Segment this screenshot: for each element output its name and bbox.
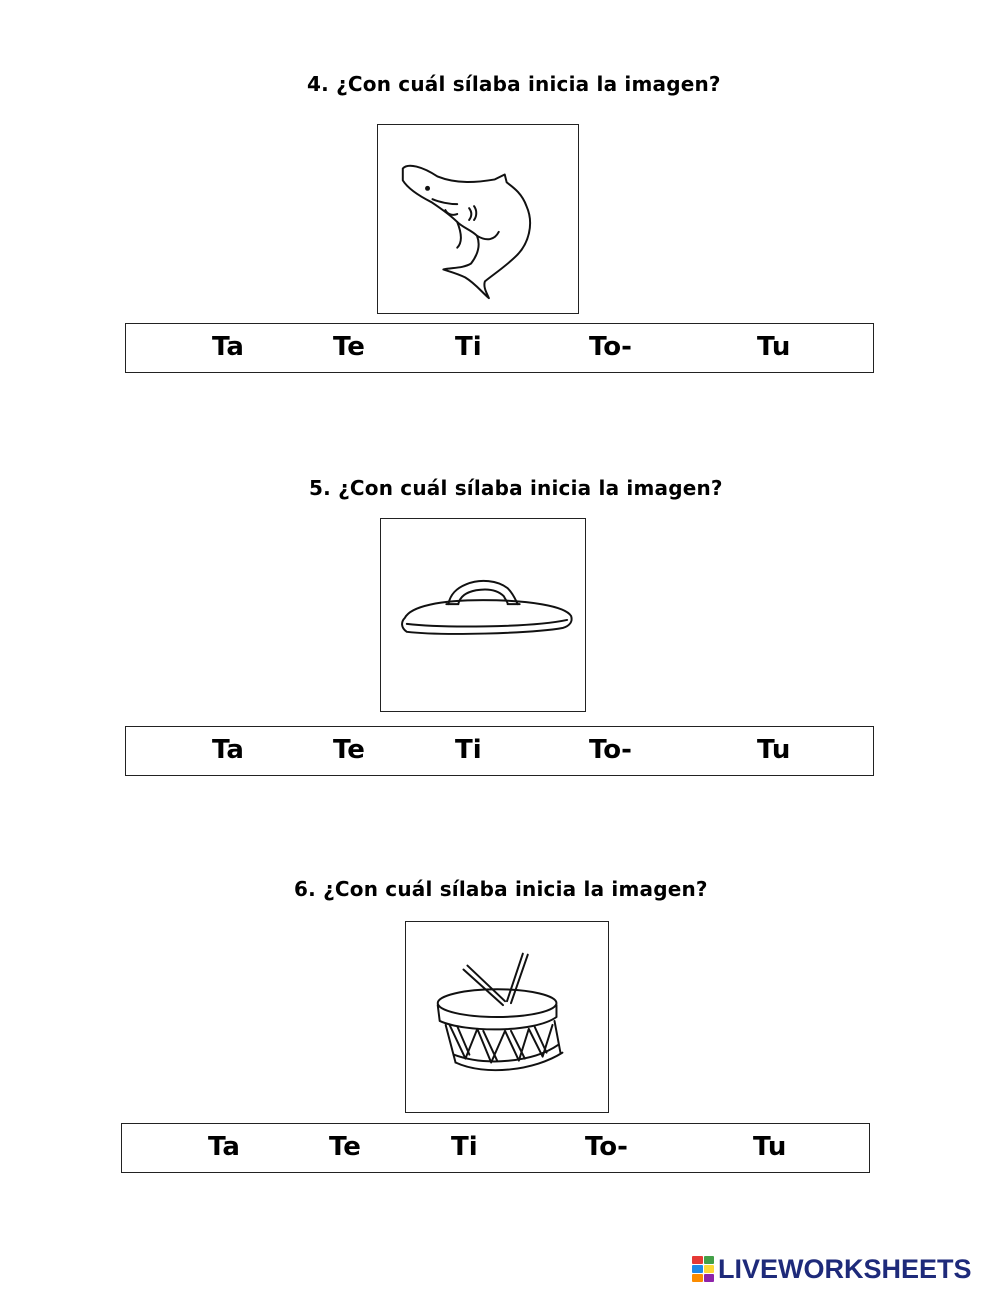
option-tu[interactable]: Tu <box>757 735 791 765</box>
question-4-options <box>125 323 874 373</box>
question-5-options <box>125 726 874 776</box>
question-6-options <box>121 1123 870 1173</box>
brand-name: LIVEWORKSHEETS <box>718 1253 972 1284</box>
option-te[interactable]: Te <box>333 735 365 765</box>
option-ti[interactable]: Ti <box>455 332 482 362</box>
option-ta[interactable]: Ta <box>208 1132 240 1162</box>
option-to[interactable]: To- <box>589 332 632 362</box>
option-to[interactable]: To- <box>589 735 632 765</box>
logo-tile <box>692 1274 703 1282</box>
shark-icon <box>378 125 578 313</box>
option-tu[interactable]: Tu <box>753 1132 787 1162</box>
option-te[interactable]: Te <box>329 1132 361 1162</box>
question-5-text: 5. ¿Con cuál sílaba inicia la imagen? <box>309 476 723 500</box>
option-ti[interactable]: Ti <box>451 1132 478 1162</box>
liveworksheets-logo-icon <box>692 1256 714 1282</box>
option-te[interactable]: Te <box>333 332 365 362</box>
drum-icon <box>406 922 608 1112</box>
option-ta[interactable]: Ta <box>212 735 244 765</box>
option-to[interactable]: To- <box>585 1132 628 1162</box>
logo-tile <box>704 1265 715 1273</box>
logo-tile <box>692 1265 703 1273</box>
question-6-text: 6. ¿Con cuál sílaba inicia la imagen? <box>294 877 708 901</box>
lid-icon <box>381 519 585 711</box>
question-5-image <box>380 518 586 712</box>
option-tu[interactable]: Tu <box>757 332 791 362</box>
option-ti[interactable]: Ti <box>455 735 482 765</box>
option-ta[interactable]: Ta <box>212 332 244 362</box>
logo-tile <box>704 1274 715 1282</box>
liveworksheets-brand <box>692 1254 972 1284</box>
question-4-image <box>377 124 579 314</box>
logo-tile <box>704 1256 715 1264</box>
question-4-text: 4. ¿Con cuál sílaba inicia la imagen? <box>307 72 721 96</box>
logo-tile <box>692 1256 703 1264</box>
question-6-image <box>405 921 609 1113</box>
